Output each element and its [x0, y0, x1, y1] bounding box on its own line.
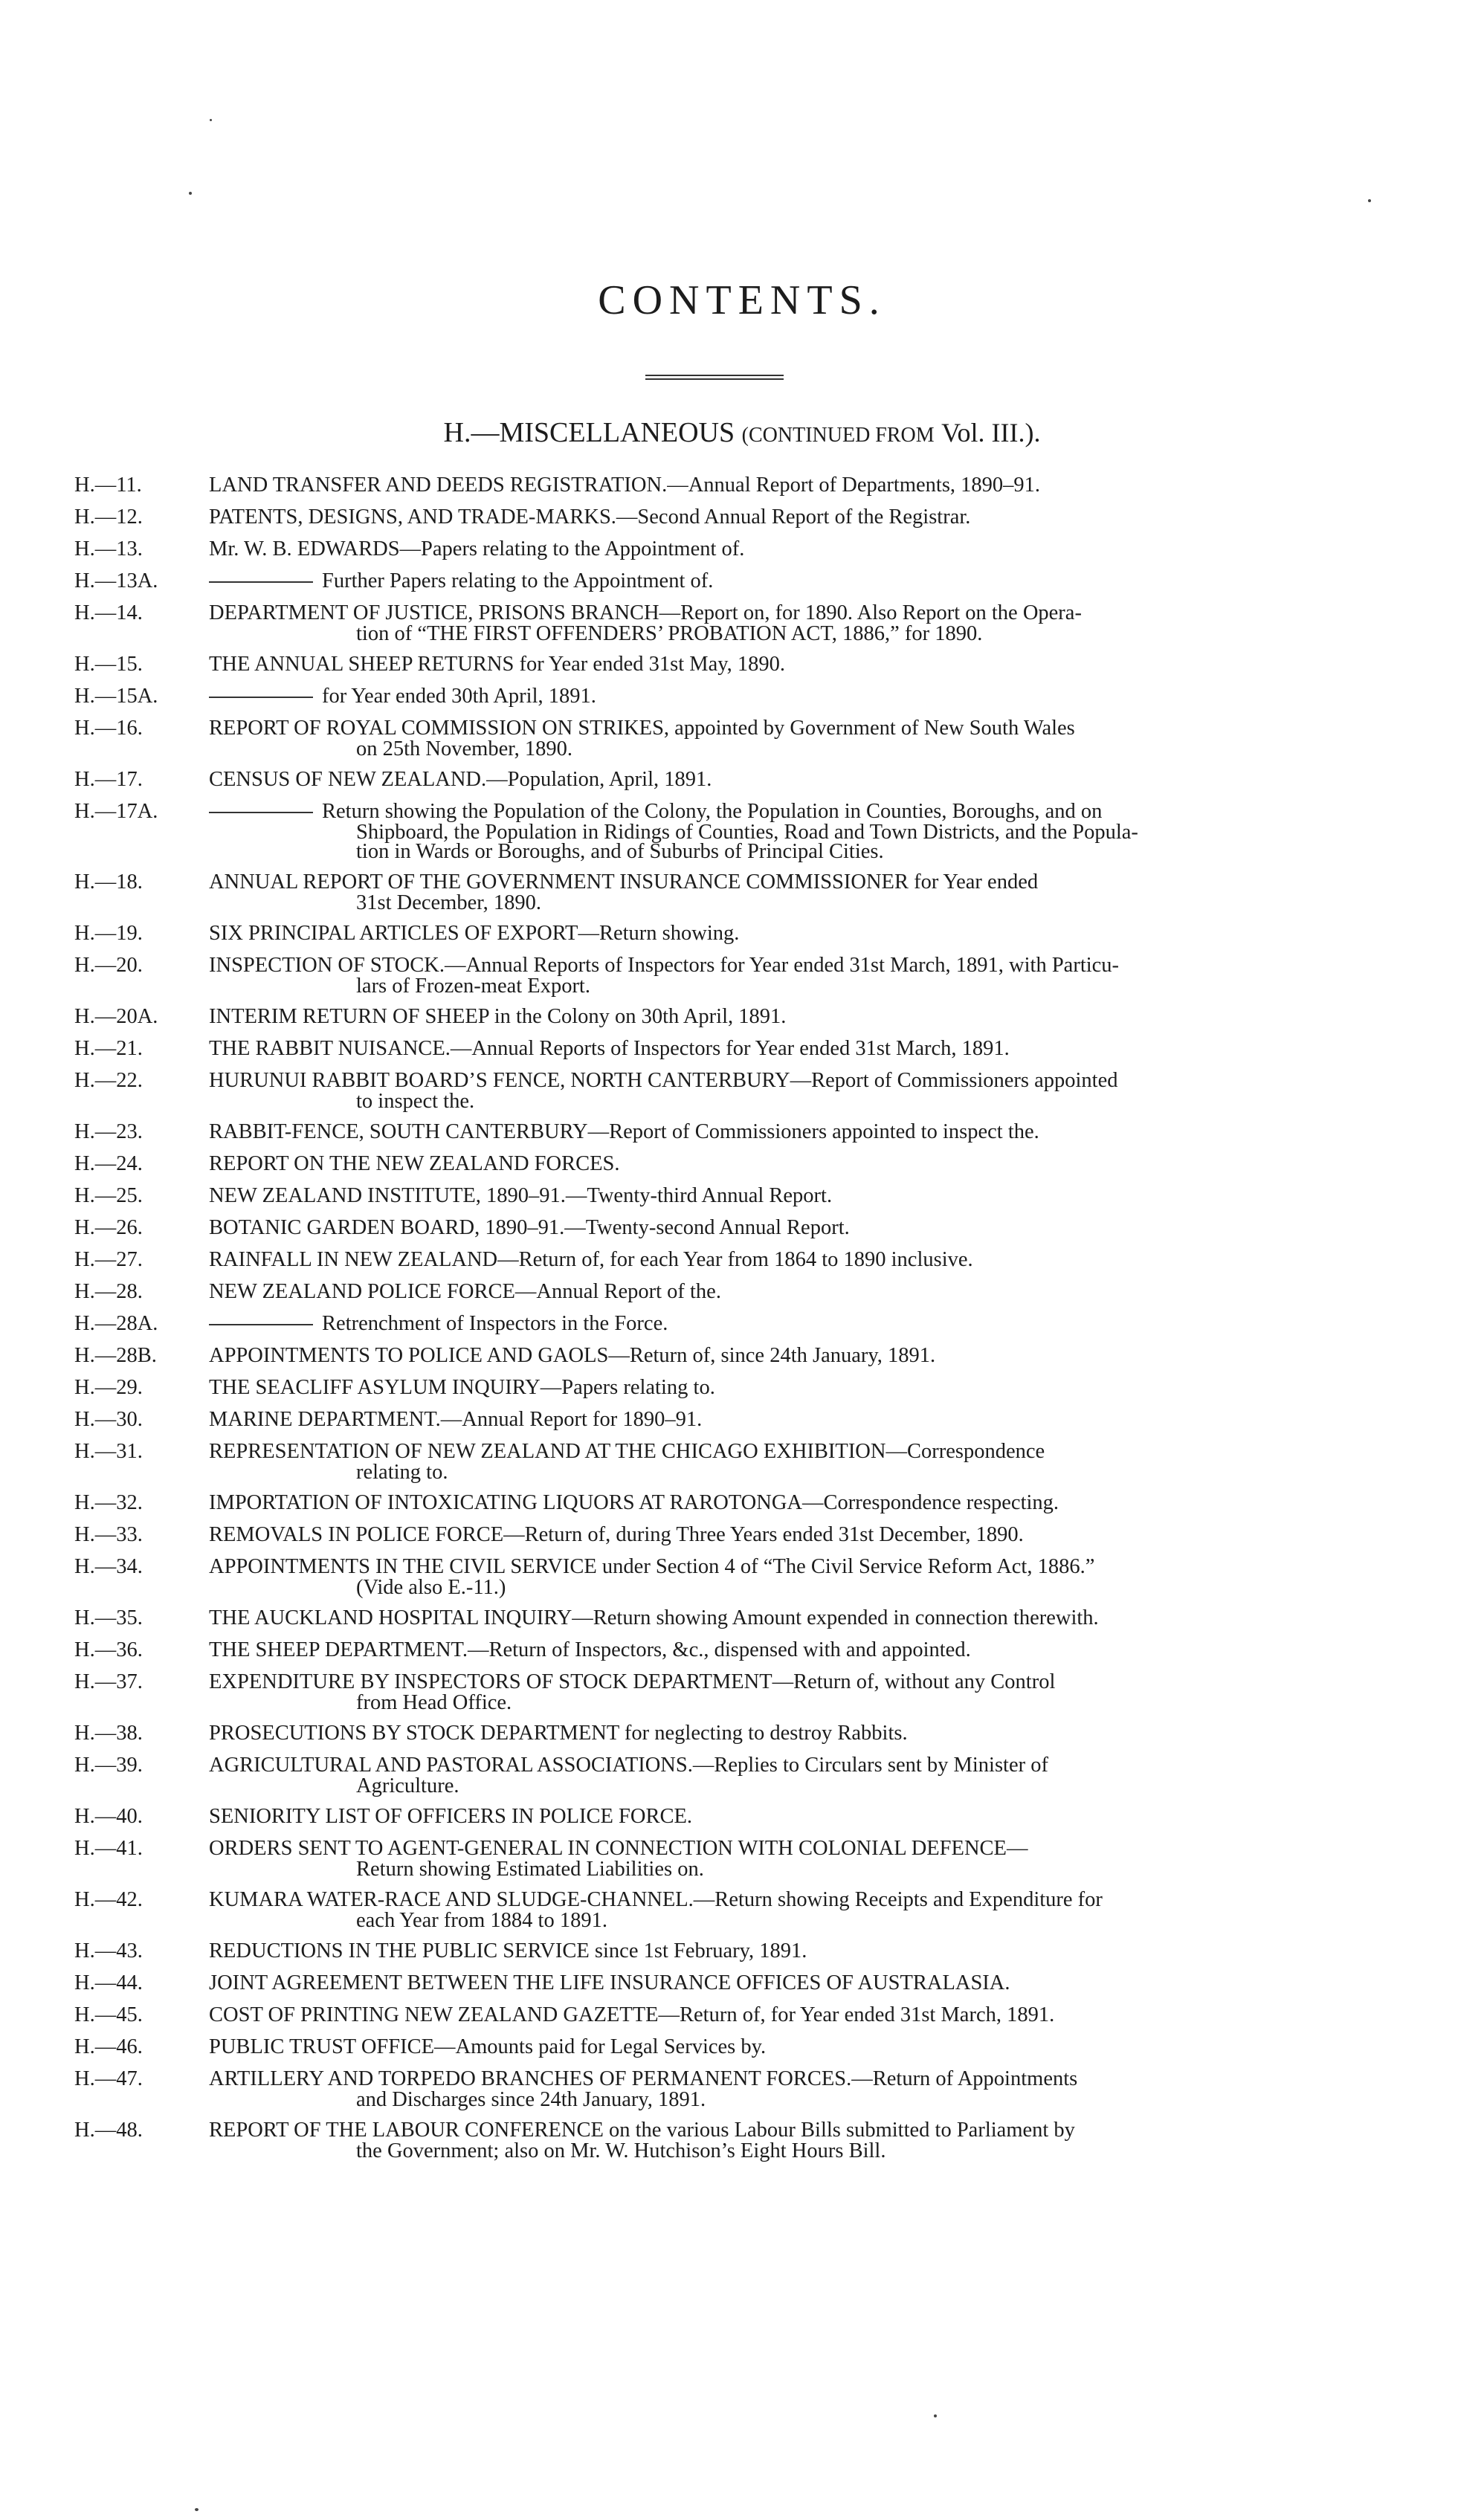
contents-entry: [74, 2003, 1413, 2027]
contents-entry: [74, 1804, 1413, 1829]
entry-text-line: [209, 652, 1413, 676]
entry-code: H.—16.: [74, 717, 143, 740]
contents-entry: [74, 953, 1413, 997]
entry-code: H.—18.: [74, 870, 143, 894]
entry-text-line: [209, 1721, 1413, 1745]
contents-entry: [74, 1183, 1413, 1208]
contents-entry: [74, 1836, 1413, 1880]
entry-continuation: to inspect the.: [356, 1090, 475, 1113]
entry-text-line: [209, 1311, 1413, 1336]
entry-text-line: [209, 2003, 1413, 2027]
entry-text: HURUNUI RABBIT BOARD’S FENCE, NORTH CANTERBURY—Report of Commissioners appointed: [209, 1069, 1118, 1092]
entry-code: H.—47.: [74, 2067, 143, 2090]
entry-code: H.—28A.: [74, 1312, 158, 1335]
entry-text: ARTILLERY AND TORPEDO BRANCHES OF PERMANENT FORCES.—Return of Appointments: [209, 2067, 1078, 2090]
contents-entry: [74, 2118, 1413, 2162]
entry-text: THE SEACLIFF ASYLUM INQUIRY—Papers relating to.: [209, 1376, 715, 1399]
ditto-dash: [209, 1324, 313, 1325]
contents-entry: [74, 1068, 1413, 1112]
section-heading: [0, 416, 1484, 449]
entry-text: PUBLIC TRUST OFFICE—Amounts paid for Legal Services by.: [209, 2035, 767, 2058]
section-heading-volume: Vol. III.).: [941, 418, 1041, 448]
entry-code: H.—43.: [74, 1939, 143, 1962]
entry-continuation: from Head Office.: [356, 1691, 512, 1714]
contents-entry: [74, 2035, 1413, 2059]
title-double-rule: [645, 375, 784, 380]
entry-continuation: relating to.: [356, 1461, 448, 1484]
entry-text: REPORT OF ROYAL COMMISSION ON STRIKES, appointed by Government of New South Wales: [209, 717, 1075, 740]
entry-text: REMOVALS IN POLICE FORCE—Return of, during Three Years ended 31st December, 1890.: [209, 1523, 1024, 1546]
entry-code: H.—44.: [74, 1971, 143, 1994]
entry-text-line: [209, 1343, 1413, 1368]
entry-continuation: Agriculture.: [356, 1774, 459, 1797]
contents-entry: [74, 1343, 1413, 1368]
entry-text-line: [209, 1151, 1413, 1176]
entry-text: COST OF PRINTING NEW ZEALAND GAZETTE—Return of, for Year ended 31st March, 1891.: [209, 2003, 1055, 2026]
ditto-dash: [209, 697, 313, 698]
entry-text-line: [209, 1036, 1413, 1061]
entry-code: H.—20A.: [74, 1005, 158, 1028]
entry-text: APPOINTMENTS TO POLICE AND GAOLS—Return of, since 24th January, 1891.: [209, 1344, 936, 1367]
contents-entry: [74, 921, 1413, 946]
scan-speck: [210, 119, 212, 121]
contents-entry: [74, 1670, 1413, 1713]
entry-text-line: [209, 1247, 1413, 1272]
entry-continuation: Return showing Estimated Liabilities on.: [356, 1858, 704, 1881]
section-heading-continued: (CONTINUED FROM: [741, 424, 935, 447]
contents-entry: [74, 1215, 1413, 1240]
contents-entry: [74, 1721, 1413, 1745]
ditto-dash: [209, 812, 313, 813]
scan-speck: [1368, 199, 1371, 202]
contents-entry: [74, 1439, 1413, 1483]
entry-text-line: [209, 505, 1413, 529]
entry-text: CENSUS OF NEW ZEALAND.—Population, April, 1891.: [209, 768, 712, 791]
entry-code: H.—30.: [74, 1408, 143, 1431]
entry-code: H.—46.: [74, 2035, 143, 2058]
entry-text-line: [209, 1490, 1413, 1515]
entry-text-line: [209, 1522, 1413, 1547]
entry-code: H.—42.: [74, 1888, 143, 1911]
contents-entry: [74, 1151, 1413, 1176]
entry-code: H.—11.: [74, 474, 142, 497]
contents-entry: [74, 1522, 1413, 1547]
entry-code: H.—24.: [74, 1152, 143, 1175]
entry-text-line: [209, 684, 1413, 708]
entry-text-line: [209, 473, 1413, 497]
contents-entry: [74, 537, 1413, 561]
entry-text: SIX PRINCIPAL ARTICLES OF EXPORT—Return showing.: [209, 922, 740, 945]
scan-speck: [195, 2508, 199, 2511]
contents-entry: [74, 2067, 1413, 2110]
entry-code: H.—12.: [74, 505, 143, 529]
entry-text: THE ANNUAL SHEEP RETURNS for Year ended 31st May, 1890.: [209, 653, 785, 676]
entry-text-line: [209, 1971, 1413, 1995]
entry-code: H.—32.: [74, 1491, 143, 1514]
entry-text: THE RABBIT NUISANCE.—Annual Reports of Inspectors for Year ended 31st March, 1891.: [209, 1037, 1010, 1060]
entry-continuation: the Government; also on Mr. W. Hutchison’s Eight Hours Bill.: [356, 2139, 886, 2162]
entry-continuation: lars of Frozen-meat Export.: [356, 975, 590, 998]
entry-code: H.—20.: [74, 954, 143, 977]
entry-code: H.—15.: [74, 653, 143, 676]
entry-text-line: [209, 1120, 1413, 1144]
entry-code: H.—29.: [74, 1376, 143, 1399]
scan-speck: [189, 192, 192, 195]
entry-text-line: [209, 767, 1413, 792]
entry-text-line: [209, 1183, 1413, 1208]
contents-entry: [74, 1554, 1413, 1598]
entry-code: H.—28.: [74, 1280, 143, 1303]
entry-code: H.—35.: [74, 1606, 143, 1629]
entry-text: INTERIM RETURN OF SHEEP in the Colony on 30th April, 1891.: [209, 1005, 787, 1028]
entry-code: H.—14.: [74, 601, 143, 624]
entry-continuation: on 25th November, 1890.: [356, 737, 572, 760]
ditto-dash: [209, 581, 313, 583]
entry-code: H.—17A.: [74, 800, 158, 823]
entry-text: KUMARA WATER-RACE AND SLUDGE-CHANNEL.—Return showing Receipts and Expenditure for: [209, 1888, 1103, 1911]
entry-code: H.—15A.: [74, 685, 158, 708]
entry-continuation: and Discharges since 24th January, 1891.: [356, 2088, 706, 2111]
entry-code: H.—23.: [74, 1120, 143, 1143]
contents-entry: [74, 767, 1413, 792]
entry-text-line: [209, 2035, 1413, 2059]
contents-entry: [74, 1247, 1413, 1272]
entry-continuation: Shipboard, the Population in Ridings of Counties, Road and Town Districts, and the Popula-: [356, 821, 1138, 844]
entry-text-line: [209, 1407, 1413, 1432]
entry-code: H.—21.: [74, 1037, 143, 1060]
entry-text: RABBIT-FENCE, SOUTH CANTERBURY—Report of Commissioners appointed to inspect the.: [209, 1120, 1039, 1143]
entry-code: H.—36.: [74, 1638, 143, 1661]
page-title: CONTENTS.: [598, 277, 886, 323]
entry-continuation: 31st December, 1890.: [356, 891, 541, 914]
entry-text: REDUCTIONS IN THE PUBLIC SERVICE since 1st February, 1891.: [209, 1939, 807, 1962]
entry-code: H.—19.: [74, 922, 143, 945]
contents-entry: [74, 1606, 1413, 1630]
entry-code: H.—13.: [74, 537, 143, 560]
entry-text-line: [209, 1804, 1413, 1829]
entry-code: H.—34.: [74, 1555, 143, 1578]
entry-text-line: [209, 1939, 1413, 1963]
entry-text-line: [209, 1606, 1413, 1630]
contents-entry: [74, 1939, 1413, 1963]
contents-entry: [74, 1490, 1413, 1515]
contents-entry: [74, 1004, 1413, 1029]
entry-code: H.—26.: [74, 1216, 143, 1239]
entry-text: for Year ended 30th April, 1891.: [322, 685, 596, 708]
entry-text: SENIORITY LIST OF OFFICERS IN POLICE FORCE.: [209, 1805, 693, 1828]
entry-text: Retrenchment of Inspectors in the Force.: [322, 1312, 668, 1335]
entry-text-line: [209, 921, 1413, 946]
contents-entry: [74, 870, 1413, 914]
entry-text: NEW ZEALAND POLICE FORCE—Annual Report of the.: [209, 1280, 721, 1303]
section-heading-main: H.—MISCELLANEOUS: [443, 417, 735, 448]
entry-code: H.—33.: [74, 1523, 143, 1546]
entry-text: REPORT ON THE NEW ZEALAND FORCES.: [209, 1152, 620, 1175]
entry-text: AGRICULTURAL AND PASTORAL ASSOCIATIONS.—Replies to Circulars sent by Minister of: [209, 1754, 1048, 1777]
contents-entry: [74, 1638, 1413, 1662]
contents-list: [74, 473, 1413, 2162]
entry-text: ANNUAL REPORT OF THE GOVERNMENT INSURANCE COMMISSIONER for Year ended: [209, 870, 1039, 894]
entry-text: BOTANIC GARDEN BOARD, 1890–91.—Twenty-second Annual Report.: [209, 1216, 850, 1239]
entry-text: PROSECUTIONS BY STOCK DEPARTMENT for neglecting to destroy Rabbits.: [209, 1722, 908, 1745]
entry-text: ORDERS SENT TO AGENT-GENERAL IN CONNECTION WITH COLONIAL DEFENCE—: [209, 1837, 1028, 1860]
contents-entry: [74, 569, 1413, 593]
contents-entry: [74, 1753, 1413, 1797]
entry-code: H.—39.: [74, 1754, 143, 1777]
contents-entry: [74, 799, 1413, 862]
contents-entry: [74, 1375, 1413, 1400]
entry-text-line: [209, 1215, 1413, 1240]
entry-code: H.—41.: [74, 1837, 143, 1860]
entry-text-line: [209, 1279, 1413, 1304]
entry-text: NEW ZEALAND INSTITUTE, 1890–91.—Twenty-third Annual Report.: [209, 1184, 833, 1207]
entry-text: INSPECTION OF STOCK.—Annual Reports of Inspectors for Year ended 31st March, 1891, with Particu-: [209, 954, 1120, 977]
entry-text-line: [209, 537, 1413, 561]
entry-code: H.—31.: [74, 1440, 143, 1463]
entry-code: H.—45.: [74, 2003, 143, 2026]
entry-code: H.—38.: [74, 1722, 143, 1745]
entry-code: H.—17.: [74, 768, 143, 791]
entry-text: APPOINTMENTS IN THE CIVIL SERVICE under Section 4 of “The Civil Service Reform Act, 1886.”: [209, 1555, 1095, 1578]
entry-continuation: tion in Wards or Boroughs, and of Suburbs of Principal Cities.: [356, 840, 884, 863]
entry-text-line: [209, 1375, 1413, 1400]
entry-code: H.—48.: [74, 2119, 143, 2142]
contents-entry: [74, 473, 1413, 497]
entry-text: IMPORTATION OF INTOXICATING LIQUORS AT RAROTONGA—Correspondence respecting.: [209, 1491, 1059, 1514]
entry-text-line: [209, 569, 1413, 593]
entry-text: DEPARTMENT OF JUSTICE, PRISONS BRANCH—Report on, for 1890. Also Report on the Opera-: [209, 601, 1082, 624]
contents-entry: [74, 1887, 1413, 1931]
contents-entry: [74, 1036, 1413, 1061]
entry-text: THE AUCKLAND HOSPITAL INQUIRY—Return showing Amount expended in connection therewith.: [209, 1606, 1099, 1629]
contents-entry: [74, 652, 1413, 676]
entry-text: Return showing the Population of the Colony, the Population in Counties, Boroughs, and on: [322, 800, 1103, 823]
entry-code: H.—28B.: [74, 1344, 157, 1367]
entry-code: H.—13A.: [74, 569, 158, 592]
entry-text: Mr. W. B. EDWARDS—Papers relating to the Appointment of.: [209, 537, 745, 560]
entry-text: REPRESENTATION OF NEW ZEALAND AT THE CHICAGO EXHIBITION—Correspondence: [209, 1440, 1045, 1463]
entry-code: H.—27.: [74, 1248, 143, 1271]
contents-entry: [74, 601, 1413, 644]
contents-entry: [74, 1279, 1413, 1304]
scan-speck: [934, 2414, 937, 2417]
entry-code: H.—40.: [74, 1805, 143, 1828]
entry-text: EXPENDITURE BY INSPECTORS OF STOCK DEPARTMENT—Return of, without any Control: [209, 1670, 1056, 1693]
contents-entry: [74, 716, 1413, 760]
entry-continuation: each Year from 1884 to 1891.: [356, 1909, 607, 1932]
entry-continuation: (Vide also E.-11.): [356, 1576, 506, 1599]
contents-entry: [74, 1311, 1413, 1336]
contents-entry: [74, 1971, 1413, 1995]
entry-text: Further Papers relating to the Appointment of.: [322, 569, 714, 592]
contents-entry: [74, 505, 1413, 529]
entry-text-line: [209, 1638, 1413, 1662]
entry-text: REPORT OF THE LABOUR CONFERENCE on the various Labour Bills submitted to Parliament by: [209, 2119, 1075, 2142]
contents-entry: [74, 684, 1413, 708]
entry-text: LAND TRANSFER AND DEEDS REGISTRATION.—Annual Report of Departments, 1890–91.: [209, 474, 1041, 497]
entry-text: MARINE DEPARTMENT.—Annual Report for 1890–91.: [209, 1408, 703, 1431]
entry-text: PATENTS, DESIGNS, AND TRADE-MARKS.—Second Annual Report of the Registrar.: [209, 505, 971, 529]
entry-text-line: [209, 1004, 1413, 1029]
contents-entry: [74, 1120, 1413, 1144]
entry-text: RAINFALL IN NEW ZEALAND—Return of, for each Year from 1864 to 1890 inclusive.: [209, 1248, 973, 1271]
entry-text: THE SHEEP DEPARTMENT.—Return of Inspectors, &c., dispensed with and appointed.: [209, 1638, 971, 1661]
contents-entry: [74, 1407, 1413, 1432]
entry-code: H.—22.: [74, 1069, 143, 1092]
entry-code: H.—37.: [74, 1670, 143, 1693]
entry-code: H.—25.: [74, 1184, 143, 1207]
entry-continuation: tion of “THE FIRST OFFENDERS’ PROBATION ACT, 1886,” for 1890.: [356, 622, 983, 645]
entry-text: JOINT AGREEMENT BETWEEN THE LIFE INSURANCE OFFICES OF AUSTRALASIA.: [209, 1971, 1010, 1994]
